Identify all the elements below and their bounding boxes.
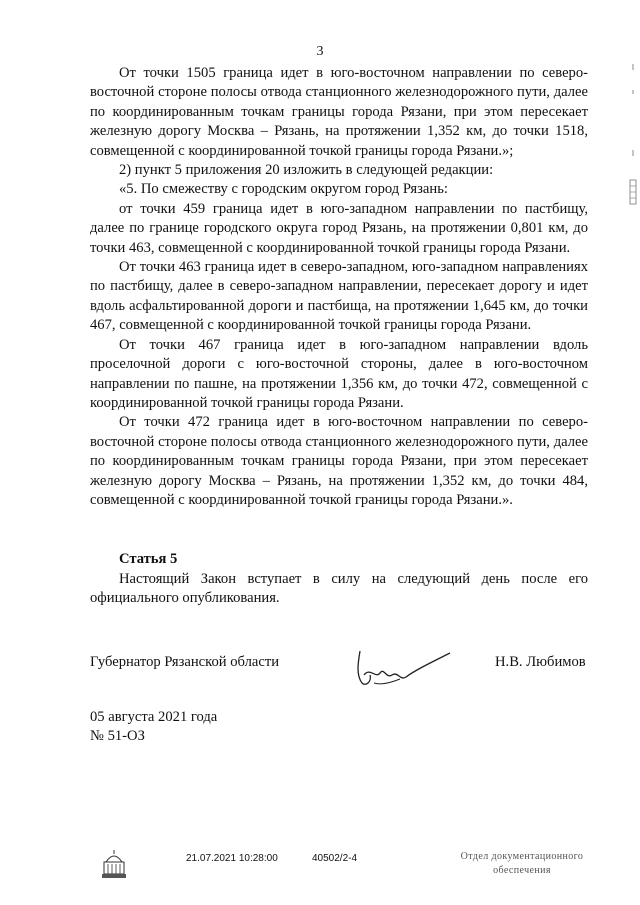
handwritten-signature bbox=[350, 645, 462, 693]
law-body bbox=[90, 64, 588, 510]
stamp-line-2: обеспечения bbox=[493, 865, 551, 876]
date-block bbox=[90, 708, 217, 747]
footer-timestamp: 21.07.2021 10:28:00 bbox=[186, 853, 278, 864]
paragraph-3: «5. По смежеству с городским округом город Рязань: bbox=[119, 181, 448, 198]
paragraph-4: от точки 459 граница идет в юго-западном направлении по пастбищу, далее по границе городского округа город Рязань, на протяжении 0,801 км, до точки 463, совмещенной с координированной точкой границы города Рязани. bbox=[90, 200, 588, 256]
paragraph-5: От точки 463 граница идет в северо-западном, юго-западном направлениях по пастбищу, далее в северо-западном направлении, пересекает дорогу и идет вдоль асфальтированной дороги и пастбища, на протяжении 1,645 км, до точки 467, совмещенной с координированной точкой границы города Рязани. bbox=[90, 259, 588, 334]
law-number: № 51-ОЗ bbox=[90, 728, 145, 745]
signatory-name: Н.В. Любимов bbox=[495, 654, 586, 670]
paragraph-7: От точки 472 граница идет в юго-восточном направлении по северо-восточной стороне полосы отвода станционного железнодорожного пути, далее по координированным точкам границы города Рязани, при этом пересекает железную дорогу Москва – Рязань, на протяжении 1,352 км, до точки 484, совмещенной с координированной точкой границы города Рязани.». bbox=[90, 414, 588, 508]
footer-document-code: 40502/2-4 bbox=[312, 853, 358, 864]
signing-date: 05 августа 2021 года bbox=[90, 709, 218, 725]
stamp-line-1: Отдел документационного bbox=[460, 851, 584, 862]
article-text: Настоящий Закон вступает в силу на следующий день после его официального опубликования. bbox=[90, 571, 588, 607]
margin-scan-marks bbox=[628, 60, 638, 280]
paragraph-2: 2) пункт 5 приложения 20 изложить в следующей редакции: bbox=[119, 162, 494, 179]
paragraph-1: От точки 1505 граница идет в юго-восточном направлении по северо-восточной стороне полосы отвода станционного железнодорожного пути, далее по координированным точкам границы города Рязани, при этом пересекает железную дорогу Москва – Рязань, на протяжении 1,352 км, до точки 1518, совмещенной с координированной точкой границы города Рязани.»; bbox=[90, 65, 588, 159]
article-title: Статья 5 bbox=[119, 551, 178, 567]
paragraph-6: От точки 467 граница идет в юго-западном направлении вдоль проселочной дороги с юго-восточной стороны, далее в юго-восточном направлении по пашне, на протяжении 1,356 км, до точки 472, совмещенной с координированной точкой границы города Рязани. bbox=[90, 336, 588, 411]
page-number: 3 bbox=[316, 44, 324, 59]
footer-department-stamp bbox=[452, 850, 592, 878]
signatory-title: Губернатор Рязанской области bbox=[90, 654, 280, 670]
regional-duma-logo-icon bbox=[100, 848, 128, 880]
